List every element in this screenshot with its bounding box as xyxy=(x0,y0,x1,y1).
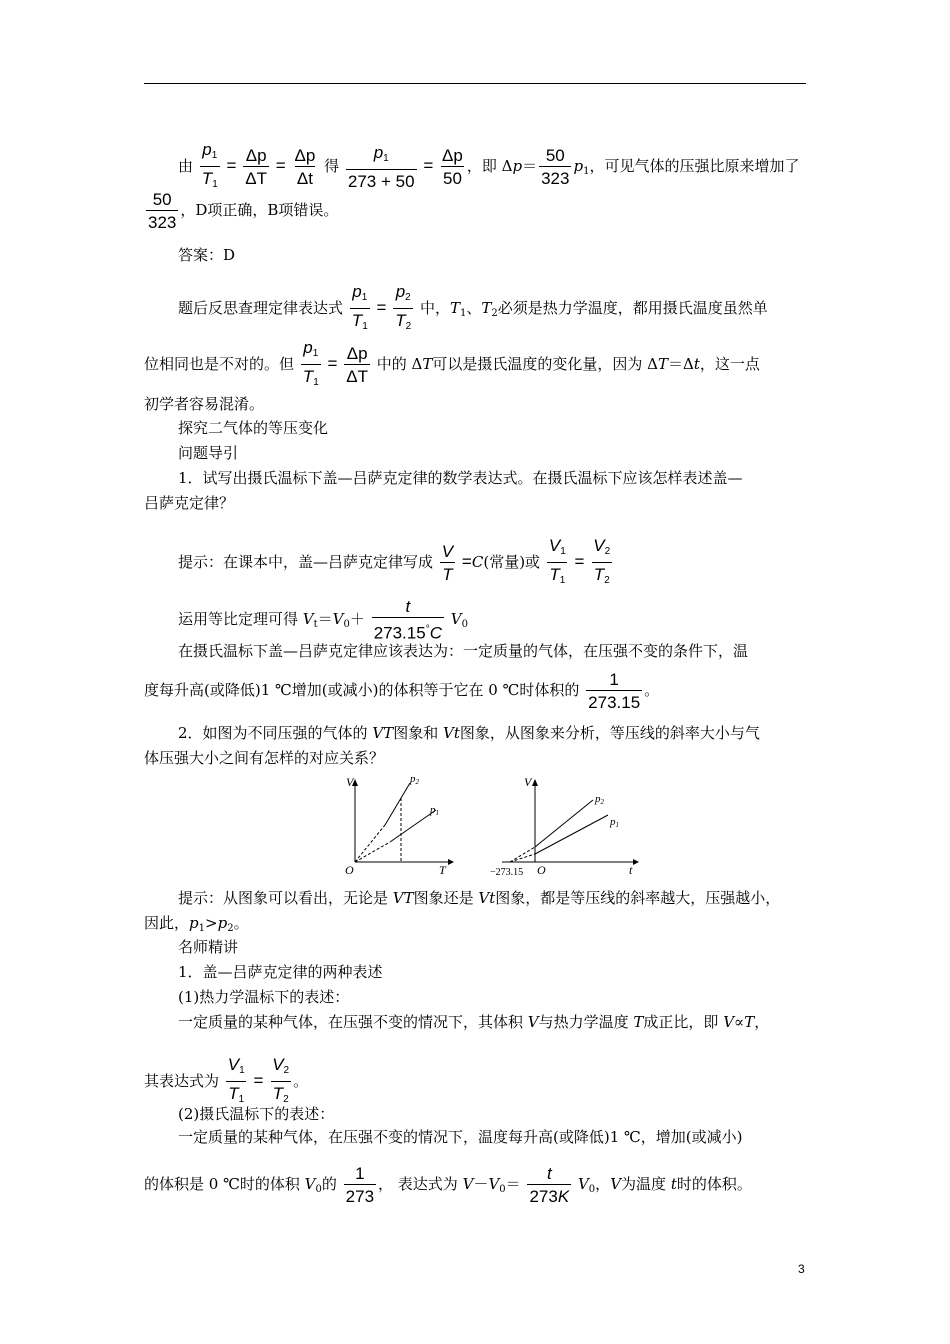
expression-line-2: 的体积是 0 ℃时的体积 $V_0$的 $\frac{1}{273}$ ， 表达式为 $V-V_0=$ $\frac{t}{273K}$ $V_0$，V为温度 t时的体积。 xyxy=(144,1164,752,1206)
fraction-1-273.15: $\frac{1}{273.15}$ xyxy=(588,670,641,712)
fraction-p1-T1: $\frac{p_1}{T_1}$ xyxy=(350,282,370,336)
fraction-p1-273: $\frac{p_1}{273 + 50}$ xyxy=(347,143,415,191)
v-axis-label: V xyxy=(524,775,532,789)
fraction-V-T: $\frac{V}{T}$ xyxy=(441,542,454,584)
hint-2: 运用等比定理可得 $V_t=V_0+$ $\frac{t}{273.15^\circ C}$ $V_0$ xyxy=(178,597,468,643)
hint-1: 提示：在课本中，盖—吕萨克定律写成 $\frac{V}{T}$ =C(常量)或 $\frac{V_1}{T_1}$ = $\frac{V_2}{T_2}$ xyxy=(178,536,614,590)
question-1: 1．试写出摄氏温标下盖—吕萨克定律的数学表达式。在摄氏温标下应该怎样表述盖— xyxy=(178,469,743,487)
origin-label: O xyxy=(345,863,354,877)
p2-line xyxy=(535,800,593,847)
fraction-50-323: $\frac{50}{323}$ xyxy=(148,190,177,232)
fraction-dp-dT: $\frac{\Delta p}{\Delta T}$ xyxy=(346,344,368,386)
fraction-dp-dT: $\frac{\Delta p}{\Delta T}$ xyxy=(245,146,267,188)
v-axis-arrow xyxy=(532,779,538,786)
reflection-line-2: 位相同也是不对的。但 $\frac{p_1}{T_1}$ = $\frac{\Delta p}{\Delta T}$ 中的 ΔT可以是摄氏温度的变化量，因为 ΔT＝Δt，这一点 xyxy=(144,338,760,392)
vt-celsius-graph-figure xyxy=(490,770,645,880)
fraction-V1-T1: $\frac{V_1}{T_1}$ xyxy=(547,536,568,590)
vt-graph-figure xyxy=(330,770,460,880)
t-axis-arrow xyxy=(448,859,454,865)
point-1-sub-2: (2)摄氏温标下的表述： xyxy=(178,1105,335,1123)
question-1-cont: 吕萨克定律？ xyxy=(144,494,235,512)
hint-5: 提示：从图象可以看出，无论是 VT图象还是 Vt图象，都是等压线的斜率越大，压强越小， xyxy=(178,889,781,907)
equation-line-2: $\frac{50}{323}$ ，D项正确，B项错误。 xyxy=(148,190,339,232)
p1-label: p1 xyxy=(610,816,619,829)
fraction-V2-T2: $\frac{V_2}{T_2}$ xyxy=(591,536,612,590)
p2-label: p2 xyxy=(410,773,419,786)
hint-3: 在摄氏温标下盖—吕萨克定律应该表达为：一定质量的气体，在压强不变的条件下，温 xyxy=(178,642,749,660)
fraction-50-323: $\frac{50}{323}$ xyxy=(541,146,570,188)
fraction-t-273K: $\frac{t}{273K}$ xyxy=(529,1164,570,1206)
fraction-dp-50: $\frac{\Delta p}{50}$ xyxy=(442,146,463,188)
point-1: 1．盖—吕萨克定律的两种表述 xyxy=(178,963,383,981)
text-line: 初学者容易混淆。 xyxy=(144,395,265,413)
text-line: 一定质量的某种气体，在压强不变的情况下，其体积 V与热力学温度 T成正比，即 V∝T， xyxy=(178,1013,770,1031)
subheading: 名师精讲 xyxy=(178,938,239,956)
question-2-cont: 体压强大小之间有怎样的对应关系？ xyxy=(144,749,385,767)
expression-line: 其表达式为 $\frac{V_1}{T_1}$ = $\frac{V_2}{T_2}$ 。 xyxy=(144,1055,308,1109)
p1-label: p1 xyxy=(430,804,439,817)
fraction-V2-T2: $\frac{V_2}{T_2}$ xyxy=(270,1055,291,1109)
page-number: 3 xyxy=(798,1262,805,1276)
fraction-p1-T1: $\frac{p_1}{T_1}$ xyxy=(200,140,220,194)
p1-dashed-extension xyxy=(355,842,390,862)
fraction-V1-T1: $\frac{V_1}{T_1}$ xyxy=(226,1055,247,1109)
t-axis-label: t xyxy=(629,863,633,877)
section-heading: 探究二气体的等压变化 xyxy=(178,419,329,437)
absolute-zero-label: −273.15 xyxy=(490,867,524,878)
point-1-sub-1: (1)热力学温标下的表述： xyxy=(178,988,350,1006)
text: 由 xyxy=(178,157,194,175)
fraction-p2-T2: $\frac{p_2}{T_2}$ xyxy=(393,282,413,336)
p2-dashed-extension xyxy=(510,847,535,862)
p2-line xyxy=(385,783,410,825)
hint-5-cont: 因此，$p_1>p_2$。 xyxy=(144,914,249,934)
fraction-dp-dt: $\frac{\Delta p}{\Delta t}$ xyxy=(294,146,316,188)
question-2: 2．如图为不同压强的气体的 VT图象和 Vt图象，从图象来分析，等压线的斜率大小与气 xyxy=(178,724,760,742)
t-axis-arrow xyxy=(633,859,639,865)
answer-line: 答案：D xyxy=(178,246,236,264)
p1-dashed-extension xyxy=(510,854,535,862)
t-axis-label: T xyxy=(439,863,446,877)
subheading: 问题导引 xyxy=(178,444,239,462)
text-line: 一定质量的某种气体，在压强不变的情况下，温度每升高(或降低)1 ℃，增加(或减小) xyxy=(178,1128,743,1146)
hint-4: 度每升高(或降低)1 ℃增加(或减小)的体积等于它在 0 ℃时体积的 $\frac{1}{273.15}$ 。 xyxy=(144,670,660,712)
equation-line-1: 由 $\frac{p_1}{T_1}$ = $\frac{\Delta p}{\Delta T}$ = $\frac{\Delta p}{\Delta t}$ 得 $\frac{p_1}{273 + 50}$ = $\frac{\Delta p}{50}$ ，即 Δp＝ $\frac{50}{323}$ $p_1$，可见气体的压强比原来增加了 xyxy=(178,140,799,194)
header-rule xyxy=(144,83,806,84)
origin-label: O xyxy=(537,863,546,877)
reflection-line: 题后反思查理定律表达式 $\frac{p_1}{T_1}$ = $\frac{p_2}{T_2}$ 中，$T_1$、$T_2$必须是热力学温度，都用摄氏温度虽然单 xyxy=(178,282,768,336)
fraction-t-273.15C: $\frac{t}{273.15^\circ C}$ xyxy=(373,597,442,643)
p2-label: p2 xyxy=(595,793,604,806)
fraction-1-273: $\frac{1}{273}$ xyxy=(345,1164,375,1206)
p2-dashed-extension xyxy=(355,825,385,862)
p1-line xyxy=(535,815,608,854)
fraction-p1-T1: $\frac{p_1}{T_1}$ xyxy=(301,338,321,392)
v-axis-label: V xyxy=(346,775,354,789)
